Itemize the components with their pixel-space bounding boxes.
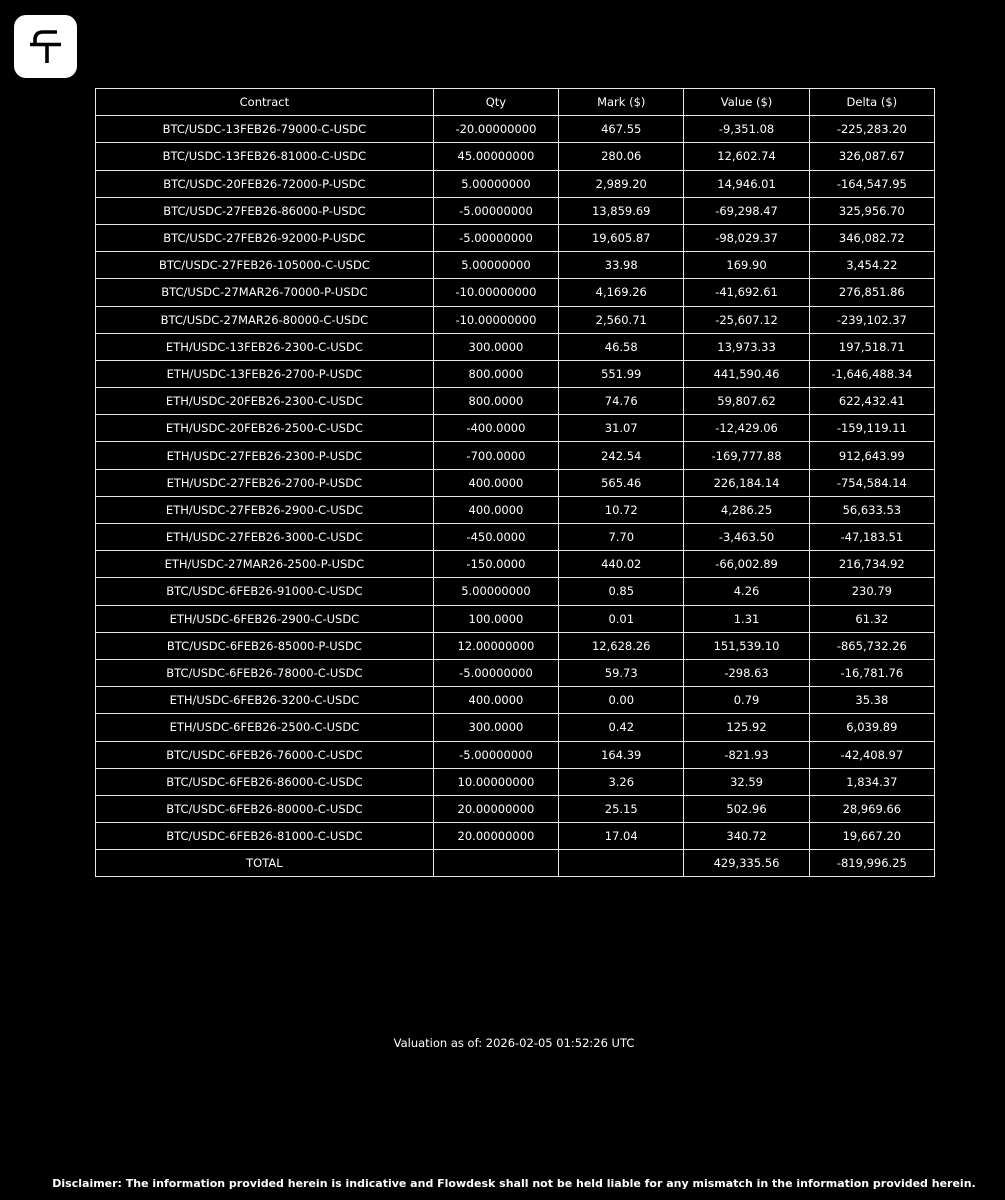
positions-table [95,88,935,877]
cell-value: -9,351.08 [684,116,809,143]
cell-mark: 440.02 [559,551,684,578]
cell-qty: -10.00000000 [433,279,558,306]
cell-value: -98,029.37 [684,224,809,251]
cell-value: 441,590.46 [684,360,809,387]
cell-delta: 35.38 [809,687,934,714]
cell-value: 169.90 [684,252,809,279]
table-row [96,687,935,714]
cell-delta: 216,734.92 [809,551,934,578]
table-row [96,524,935,551]
table-row [96,578,935,605]
cell-value: 59,807.62 [684,388,809,415]
cell-qty: -5.00000000 [433,659,558,686]
table-header-row [96,89,935,116]
table-row [96,388,935,415]
cell-delta: -754,584.14 [809,469,934,496]
cell-contract: ETH/USDC-6FEB26-2500-C-USDC [96,714,434,741]
cell-qty: -700.0000 [433,442,558,469]
cell-mark: 12,628.26 [559,632,684,659]
total-qty [433,850,558,877]
cell-contract: ETH/USDC-20FEB26-2300-C-USDC [96,388,434,415]
cell-value: 340.72 [684,823,809,850]
cell-qty: 300.0000 [433,714,558,741]
cell-qty: -10.00000000 [433,306,558,333]
cell-qty: 800.0000 [433,360,558,387]
cell-qty: 400.0000 [433,469,558,496]
cell-value: -169,777.88 [684,442,809,469]
cell-value: 125.92 [684,714,809,741]
cell-contract: BTC/USDC-6FEB26-86000-C-USDC [96,768,434,795]
cell-contract: ETH/USDC-6FEB26-2900-C-USDC [96,605,434,632]
cell-mark: 17.04 [559,823,684,850]
cell-qty: 300.0000 [433,333,558,360]
cell-contract: BTC/USDC-6FEB26-78000-C-USDC [96,659,434,686]
cell-delta: 326,087.67 [809,143,934,170]
cell-value: -3,463.50 [684,524,809,551]
cell-qty: 12.00000000 [433,632,558,659]
cell-value: -69,298.47 [684,197,809,224]
cell-qty: -400.0000 [433,415,558,442]
cell-mark: 467.55 [559,116,684,143]
cell-qty: 400.0000 [433,687,558,714]
total-mark [559,850,684,877]
cell-contract: BTC/USDC-6FEB26-81000-C-USDC [96,823,434,850]
cell-qty: -5.00000000 [433,224,558,251]
cell-contract: BTC/USDC-27FEB26-92000-P-USDC [96,224,434,251]
cell-delta: -1,646,488.34 [809,360,934,387]
cell-mark: 46.58 [559,333,684,360]
header-qty: Qty [433,89,558,116]
cell-delta: 276,851.86 [809,279,934,306]
valuation-timestamp: Valuation as of: 2026-02-05 01:52:26 UTC [393,1036,635,1050]
cell-delta: 28,969.66 [809,795,934,822]
cell-mark: 242.54 [559,442,684,469]
cell-value: 502.96 [684,795,809,822]
cell-delta: -42,408.97 [809,741,934,768]
cell-value: -66,002.89 [684,551,809,578]
cell-contract: BTC/USDC-6FEB26-80000-C-USDC [96,795,434,822]
cell-qty: -450.0000 [433,524,558,551]
cell-value: 12,602.74 [684,143,809,170]
cell-value: 32.59 [684,768,809,795]
cell-mark: 0.00 [559,687,684,714]
table-row [96,170,935,197]
cell-qty: 20.00000000 [433,823,558,850]
cell-delta: 1,834.37 [809,768,934,795]
cell-delta: -16,781.76 [809,659,934,686]
table-row [96,252,935,279]
cell-delta: -164,547.95 [809,170,934,197]
cell-contract: BTC/USDC-6FEB26-91000-C-USDC [96,578,434,605]
cell-contract: BTC/USDC-13FEB26-79000-C-USDC [96,116,434,143]
cell-qty: -5.00000000 [433,741,558,768]
table-row [96,741,935,768]
cell-mark: 7.70 [559,524,684,551]
cell-delta: 230.79 [809,578,934,605]
total-label: TOTAL [96,850,434,877]
cell-mark: 0.85 [559,578,684,605]
table-row [96,632,935,659]
cell-qty: -20.00000000 [433,116,558,143]
table-row [96,143,935,170]
table-row [96,714,935,741]
cell-delta: -159,119.11 [809,415,934,442]
cell-qty: 10.00000000 [433,768,558,795]
table-row [96,823,935,850]
cell-mark: 25.15 [559,795,684,822]
cell-delta: 3,454.22 [809,252,934,279]
table-row [96,116,935,143]
cell-value: -12,429.06 [684,415,809,442]
cell-mark: 13,859.69 [559,197,684,224]
cell-qty: 800.0000 [433,388,558,415]
cell-contract: ETH/USDC-13FEB26-2700-P-USDC [96,360,434,387]
cell-contract: BTC/USDC-6FEB26-76000-C-USDC [96,741,434,768]
cell-mark: 10.72 [559,496,684,523]
cell-mark: 565.46 [559,469,684,496]
cell-value: -25,607.12 [684,306,809,333]
cell-delta: 19,667.20 [809,823,934,850]
table-row [96,197,935,224]
cell-mark: 59.73 [559,659,684,686]
header-delta: Delta ($) [809,89,934,116]
cell-value: 4.26 [684,578,809,605]
cell-value: 0.79 [684,687,809,714]
table-row [96,496,935,523]
header-mark: Mark ($) [559,89,684,116]
total-row [96,850,935,877]
cell-mark: 31.07 [559,415,684,442]
cell-delta: 61.32 [809,605,934,632]
cell-contract: BTC/USDC-27MAR26-70000-P-USDC [96,279,434,306]
table-row [96,659,935,686]
cell-delta: 197,518.71 [809,333,934,360]
cell-value: -821.93 [684,741,809,768]
cell-contract: BTC/USDC-27FEB26-86000-P-USDC [96,197,434,224]
table-row [96,605,935,632]
cell-value: 4,286.25 [684,496,809,523]
table-row [96,415,935,442]
cell-contract: ETH/USDC-6FEB26-3200-C-USDC [96,687,434,714]
cell-delta: -47,183.51 [809,524,934,551]
total-delta: -819,996.25 [809,850,934,877]
cell-qty: 20.00000000 [433,795,558,822]
table-row [96,551,935,578]
logo [14,15,77,78]
cell-contract: ETH/USDC-27FEB26-2900-C-USDC [96,496,434,523]
header-value: Value ($) [684,89,809,116]
cell-delta: -865,732.26 [809,632,934,659]
cell-value: 151,539.10 [684,632,809,659]
total-value: 429,335.56 [684,850,809,877]
cell-value: 13,973.33 [684,333,809,360]
cell-contract: ETH/USDC-27FEB26-3000-C-USDC [96,524,434,551]
cell-mark: 74.76 [559,388,684,415]
cell-mark: 164.39 [559,741,684,768]
table-row [96,360,935,387]
table-row [96,469,935,496]
cell-mark: 33.98 [559,252,684,279]
cell-delta: 346,082.72 [809,224,934,251]
cell-mark: 3.26 [559,768,684,795]
cell-qty: 5.00000000 [433,170,558,197]
cell-contract: ETH/USDC-27MAR26-2500-P-USDC [96,551,434,578]
cell-mark: 551.99 [559,360,684,387]
cell-mark: 0.42 [559,714,684,741]
cell-value: 14,946.01 [684,170,809,197]
cell-contract: ETH/USDC-27FEB26-2300-P-USDC [96,442,434,469]
cell-value: -41,692.61 [684,279,809,306]
cell-qty: 400.0000 [433,496,558,523]
cell-qty: 45.00000000 [433,143,558,170]
cell-contract: BTC/USDC-13FEB26-81000-C-USDC [96,143,434,170]
table-row [96,333,935,360]
cell-contract: BTC/USDC-6FEB26-85000-P-USDC [96,632,434,659]
cell-delta: 912,643.99 [809,442,934,469]
flowdesk-mark-icon [14,15,77,78]
cell-mark: 19,605.87 [559,224,684,251]
header-contract: Contract [96,89,434,116]
cell-delta: 6,039.89 [809,714,934,741]
disclaimer-text: Disclaimer: The information provided herein is indicative and Flowdesk shall not be held liable for any mismatch in the information provided herein. [52,1177,976,1190]
cell-mark: 4,169.26 [559,279,684,306]
table-row [96,224,935,251]
cell-delta: -239,102.37 [809,306,934,333]
cell-value: -298.63 [684,659,809,686]
table-row [96,442,935,469]
cell-qty: -5.00000000 [433,197,558,224]
cell-delta: 56,633.53 [809,496,934,523]
table-row [96,279,935,306]
cell-delta: 622,432.41 [809,388,934,415]
cell-qty: 5.00000000 [433,252,558,279]
cell-delta: 325,956.70 [809,197,934,224]
table-row [96,306,935,333]
cell-contract: BTC/USDC-20FEB26-72000-P-USDC [96,170,434,197]
table-row [96,768,935,795]
cell-value: 1.31 [684,605,809,632]
cell-qty: 100.0000 [433,605,558,632]
table-row [96,795,935,822]
cell-value: 226,184.14 [684,469,809,496]
cell-mark: 280.06 [559,143,684,170]
cell-contract: ETH/USDC-20FEB26-2500-C-USDC [96,415,434,442]
cell-contract: BTC/USDC-27FEB26-105000-C-USDC [96,252,434,279]
cell-contract: BTC/USDC-27MAR26-80000-C-USDC [96,306,434,333]
cell-delta: -225,283.20 [809,116,934,143]
cell-contract: ETH/USDC-27FEB26-2700-P-USDC [96,469,434,496]
cell-qty: -150.0000 [433,551,558,578]
cell-qty: 5.00000000 [433,578,558,605]
cell-mark: 2,560.71 [559,306,684,333]
cell-contract: ETH/USDC-13FEB26-2300-C-USDC [96,333,434,360]
cell-mark: 2,989.20 [559,170,684,197]
cell-mark: 0.01 [559,605,684,632]
